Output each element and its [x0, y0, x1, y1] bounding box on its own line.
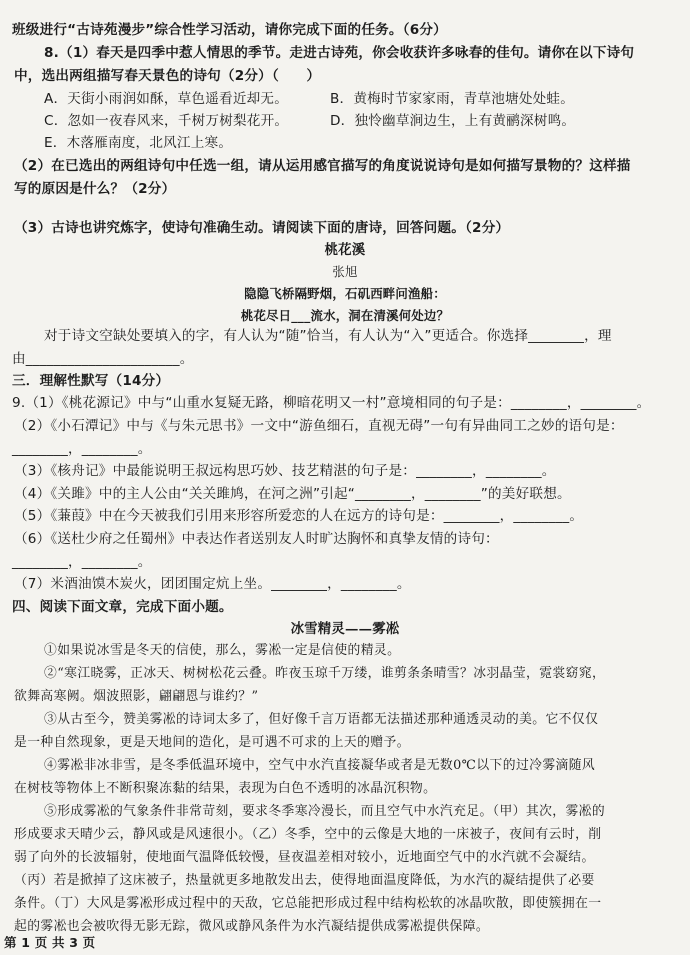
section3-title: 三．理解性默写（14分）: [12, 373, 170, 389]
q9-item-4: （4）《关雎》中的主人公由“关关雎鸠，在河之洲”引起“________，________”的美好联想。: [14, 486, 571, 502]
q9-item-2: （2）《小石潭记》中与《与朱元思书》一文中“游鱼细石，直视无碍”一句有异曲同工之妙的语句是：: [14, 418, 624, 434]
q8-3-question-line2: 由______________________。: [12, 351, 194, 367]
article-para-3-line2: 是一种自然现象，更是天地间的造化，是可遇不可求的上天的赠予。: [14, 735, 410, 750]
poem-title: 桃花溪: [324, 242, 366, 258]
article-para-5-line5: 条件。（丁）大风是雾凇形成过程中的天敌，它总能把形成过程中结构松软的冰晶吹散，即使簇拥在一: [14, 896, 602, 911]
intro-text: 班级进行“古诗苑漫步”综合性学习活动，请你完成下面的任务。（6分）: [12, 22, 447, 38]
q9-item-6: （6）《送杜少府之任蜀州》中表达作者送别友人时旷达胸怀和真挚友情的诗句：: [14, 531, 499, 547]
article-title: 冰雪精灵——雾凇: [290, 621, 400, 637]
q9-item-6-blanks: ________，________。: [12, 554, 152, 570]
q9-item-5: （5）《蒹葭》中在今天被我们引用来形容所爱恋的人在远方的诗句是：________，________。: [14, 508, 584, 524]
article-para-5-line2: 形成要求天晴少云，静风或是风速很小。（乙）冬季，空中的云像是大地的一床被子，夜间有云时，削: [14, 827, 602, 842]
article-para-2-line2: 欲舞高寒阙。烟波照影，翩翩恩与谁约？”: [14, 689, 259, 704]
poem-line-1: 隐隐飞桥隔野烟，石矶西畔问渔船：: [244, 286, 446, 301]
option-d: D．独怜幽草涧边生，上有黄鹂深树鸣。: [330, 113, 576, 129]
section4-title: 四、阅读下面文章，完成下面小题。: [12, 599, 233, 615]
article-para-5-line6: 起的雾凇也会被吹得无影无踪，微风或静风条件为水汽凝结提供成雾凇提供保障。: [14, 919, 490, 934]
article-para-5-line3: 弱了向外的长波辐射，使地面气温降低较慢，昼夜温差相对较小，近地面空气中的水汽就不会凝结。: [14, 850, 595, 865]
q8-1-line2: 中，选出两组描写春天景色的诗句（2分）（ ）: [14, 68, 321, 84]
poem-author: 张旭: [332, 264, 358, 279]
option-a: A．天街小雨润如酥，草色遥看近却无。: [44, 91, 288, 107]
option-c: C．忽如一夜春风来，千树万树梨花开。: [44, 113, 289, 129]
article-para-1: ①如果说冰雪是冬天的信使，那么，雾凇一定是信使的精灵。: [44, 643, 401, 658]
article-para-3-line1: ③从古至今，赞美雾凇的诗词太多了，但好像千言万语都无法描述那种通透灵动的美。它不仅仅: [44, 712, 599, 727]
page-footer: 第 1 页 共 3 页: [4, 935, 96, 950]
q9-item-2-blanks: ________，________。: [12, 441, 152, 457]
poem-line-2: 桃花尽日___流水，洞在清溪何处边？: [240, 308, 450, 323]
q9-item-1: 9.（1）《桃花源记》中与“山重水复疑无路，柳暗花明又一村”意境相同的句子是：________，________。: [12, 395, 651, 411]
option-e: E．木落雁南度，北风江上寒。: [44, 135, 233, 151]
q8-3-question-line1: 对于诗文空缺处要填入的字，有人认为“随”恰当，有人认为“入”更适合。你选择________，理: [44, 328, 612, 344]
q8-2-line2: 写的原因是什么？（2分）: [14, 181, 176, 197]
article-para-4-line1: ④雾凇非冰非雪，是冬季低温环境中，空气中水汽直接凝华或者是无数0℃以下的过冷雾滴随风: [44, 758, 596, 773]
q9-item-3: （3）《核舟记》中最能说明王叔远构思巧妙、技艺精湛的句子是：________，________。: [14, 463, 556, 479]
article-para-5-line1: ⑤形成雾凇的气象条件非常苛刻，要求冬季寒冷漫长，而且空气中水汽充足。（甲）其次，雾凇的: [44, 804, 606, 819]
q9-item-7: （7）米酒油馍木炭火，团团围定炕上坐。________，________。: [14, 576, 411, 592]
article-para-4-line2: 在树枝等物体上不断积聚冻黏的结果，表现为白色不透明的冰晶沉积物。: [14, 781, 437, 796]
q8-2-line1: （2）在已选出的两组诗句中任选一组，请从运用感官描写的角度说说诗句是如何描写景物的？这样描: [14, 158, 631, 174]
article-para-5-line4: （丙）若是掀掉了这床被子，热量就更多地散发出去，使得地面温度降低，为水汽的凝结提供了必要: [14, 873, 595, 888]
article-para-2-line1: ②“寒江晓雾，正冰天、树树松花云叠。昨夜玉琼千万缕，谁剪条条晴雪？冰羽晶莹，霓裳窈窕，: [44, 666, 606, 681]
option-b: B．黄梅时节家家雨，青草池塘处处蛙。: [330, 91, 575, 107]
q8-1-line1: 8.（1）春天是四季中惹人情思的季节。走进古诗苑，你会收获许多咏春的佳句。请你在以下诗句: [44, 45, 635, 61]
q8-3-prompt: （3）古诗也讲究炼字，使诗句准确生动。请阅读下面的唐诗，回答问题。（2分）: [14, 220, 510, 236]
